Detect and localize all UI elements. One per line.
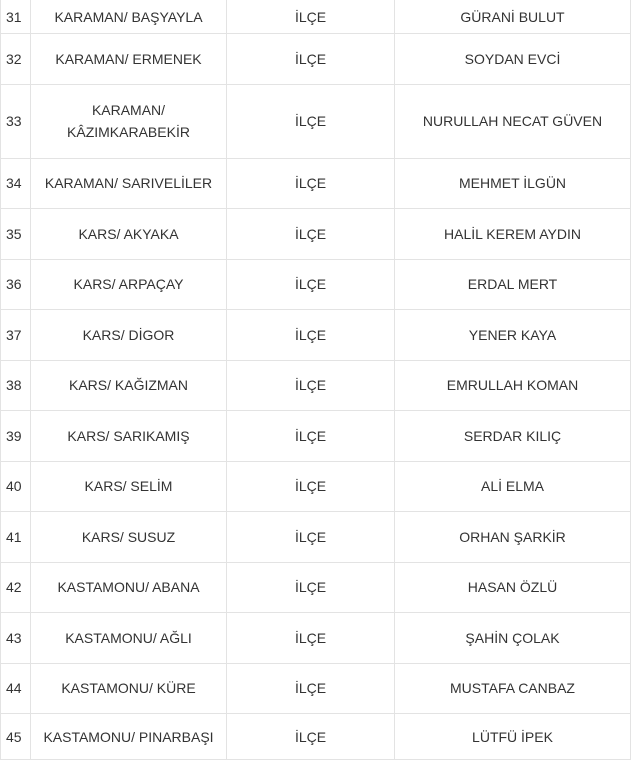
candidate-name: NURULLAH NECAT GÜVEN (395, 84, 631, 158)
province-district: KARS/ SUSUZ (31, 512, 227, 563)
candidate-name: LÜTFÜ İPEK (395, 714, 631, 760)
table-row (1, 512, 631, 563)
row-number: 43 (1, 613, 31, 664)
row-number: 32 (1, 34, 31, 85)
row-number: 44 (1, 663, 31, 714)
table-row (1, 310, 631, 361)
candidate-name: ALİ ELMA (395, 461, 631, 512)
candidate-name: HASAN ÖZLÜ (395, 562, 631, 613)
row-number: 38 (1, 360, 31, 411)
table-row (1, 360, 631, 411)
election-level: İLÇE (227, 562, 395, 613)
candidate-name: EMRULLAH KOMAN (395, 360, 631, 411)
election-level: İLÇE (227, 34, 395, 85)
candidate-name: SERDAR KILIÇ (395, 411, 631, 462)
province-district: KASTAMONU/ ABANA (31, 562, 227, 613)
province-district: KARAMAN/ KÂZIMKARABEKİR (31, 84, 227, 158)
table-row (1, 0, 631, 34)
row-number: 42 (1, 562, 31, 613)
row-number: 36 (1, 259, 31, 310)
candidate-name: GÜRANİ BULUT (395, 0, 631, 34)
table-row (1, 209, 631, 260)
candidate-name: MEHMET İLGÜN (395, 158, 631, 209)
candidate-name: ŞAHİN ÇOLAK (395, 613, 631, 664)
election-level: İLÇE (227, 512, 395, 563)
province-district: KARS/ SELİM (31, 461, 227, 512)
table-row (1, 461, 631, 512)
row-number: 34 (1, 158, 31, 209)
row-number: 40 (1, 461, 31, 512)
table-row (1, 663, 631, 714)
candidate-name: MUSTAFA CANBAZ (395, 663, 631, 714)
province-district: KARAMAN/ BAŞYAYLA (31, 0, 227, 34)
row-number: 45 (1, 714, 31, 760)
province-district: KARS/ ARPAÇAY (31, 259, 227, 310)
candidate-name: ERDAL MERT (395, 259, 631, 310)
table-row (1, 158, 631, 209)
candidate-name: SOYDAN EVCİ (395, 34, 631, 85)
row-number: 33 (1, 84, 31, 158)
province-district: KASTAMONU/ PINARBAŞI (31, 714, 227, 760)
election-level: İLÇE (227, 461, 395, 512)
election-level: İLÇE (227, 310, 395, 361)
province-district: KARS/ DİGOR (31, 310, 227, 361)
row-number: 41 (1, 512, 31, 563)
province-district: KASTAMONU/ AĞLI (31, 613, 227, 664)
row-number: 39 (1, 411, 31, 462)
election-level: İLÇE (227, 209, 395, 260)
election-level: İLÇE (227, 613, 395, 664)
election-level: İLÇE (227, 0, 395, 34)
election-level: İLÇE (227, 259, 395, 310)
table-row (1, 84, 631, 158)
candidate-name: ORHAN ŞARKİR (395, 512, 631, 563)
table-row (1, 562, 631, 613)
candidate-name: HALİL KEREM AYDIN (395, 209, 631, 260)
election-level: İLÇE (227, 411, 395, 462)
election-level: İLÇE (227, 158, 395, 209)
row-number: 35 (1, 209, 31, 260)
table-row (1, 259, 631, 310)
province-district: KASTAMONU/ KÜRE (31, 663, 227, 714)
election-level: İLÇE (227, 84, 395, 158)
province-district: KARS/ SARIKAMIŞ (31, 411, 227, 462)
table-row (1, 613, 631, 664)
province-district: KARAMAN/ SARIVELİLER (31, 158, 227, 209)
table-row (1, 34, 631, 85)
election-level: İLÇE (227, 663, 395, 714)
province-district: KARS/ AKYAKA (31, 209, 227, 260)
province-district: KARS/ KAĞIZMAN (31, 360, 227, 411)
table-row (1, 411, 631, 462)
election-level: İLÇE (227, 360, 395, 411)
row-number: 31 (1, 0, 31, 34)
candidate-name: YENER KAYA (395, 310, 631, 361)
row-number: 37 (1, 310, 31, 361)
province-district: KARAMAN/ ERMENEK (31, 34, 227, 85)
election-level: İLÇE (227, 714, 395, 760)
table-row (1, 714, 631, 760)
